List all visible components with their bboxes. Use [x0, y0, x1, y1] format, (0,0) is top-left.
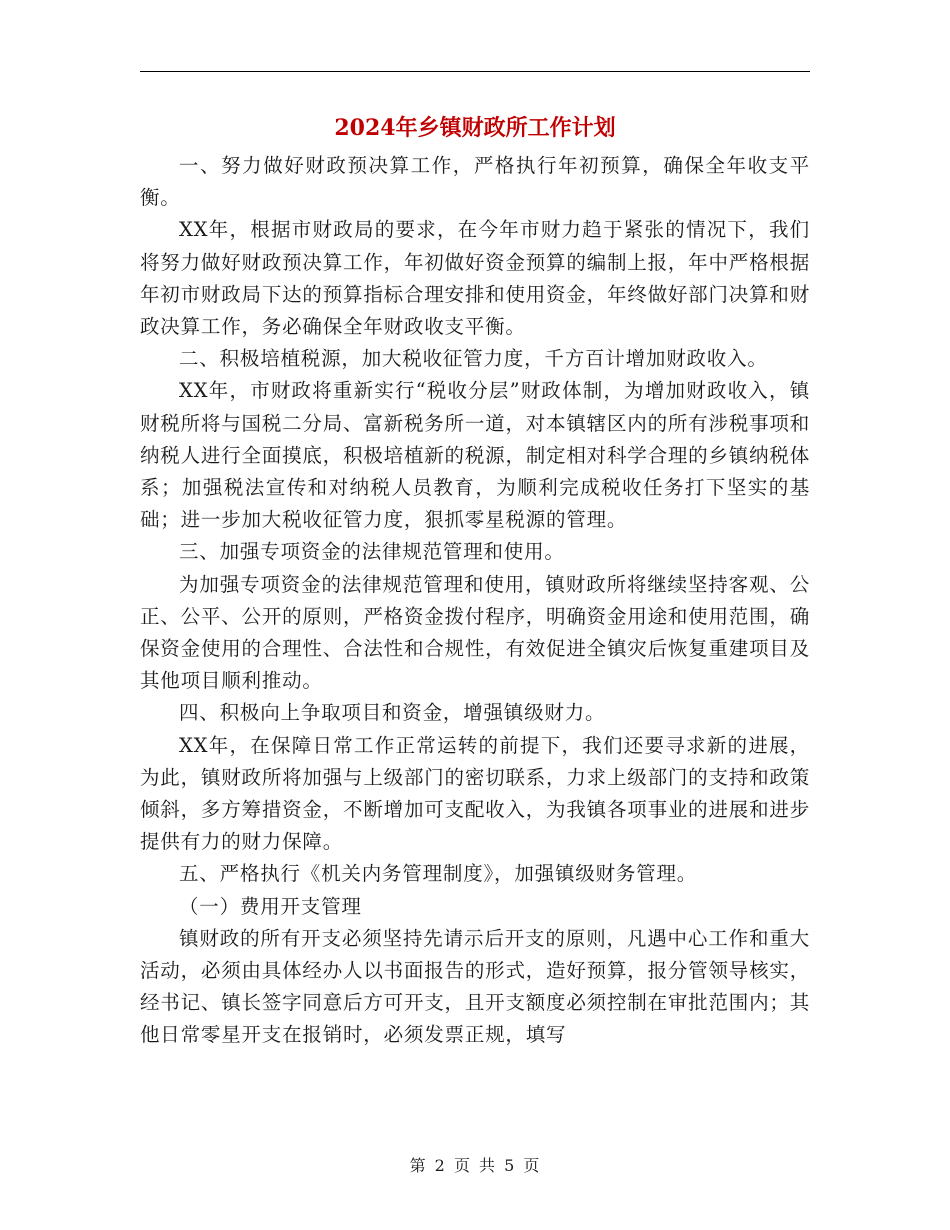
subsection-heading: （一）费用开支管理: [179, 894, 362, 918]
document-body: [140, 150, 810, 1052]
section-heading-2: 二、积极培植税源，加大税收征管力度，千方百计增加财政收入。: [179, 347, 768, 371]
body-paragraph: 镇财政的所有开支必须坚持先请示后开支的原则，凡遇中心工作和重大活动，必须由具体经办人以书面报告的形式，造好预算，报分管领导核实，经书记、镇长签字同意后方可开支，且开支额度必须控制在审批范围内；其他日常零星开支在报销时，必须发票正规，填写: [140, 926, 810, 1047]
section-heading-5: 五、严格执行《机关内务管理制度》，加强镇级财务管理。: [179, 862, 698, 886]
body-paragraph: 为加强专项资金的法律规范管理和使用，镇财政所将继续坚持客观、公正、公平、公开的原则，严格资金拨付程序，明确资金用途和使用范围，确保资金使用的合理性、合法性和合规性，有效促进全镇灾后恢复重建项目及其他项目顺利推动。: [140, 572, 810, 693]
body-paragraph: XX年，在保障日常工作正常运转的前提下，我们还要寻求新的进展，为此，镇财政所将加强与上级部门的密切联系，力求上级部门的支持和政策倾斜，多方筹措资金，不断增加可支配收入，为我镇各项事业的进展和进步提供有力的财力保障。: [140, 733, 810, 854]
section-heading-3: 三、加强专项资金的法律规范管理和使用。: [179, 540, 565, 564]
document-title: 2024年乡镇财政所工作计划: [334, 115, 616, 141]
body-paragraph: XX年，市财政将重新实行“税收分层”财政体制，为增加财政收入，镇财税所将与国税二分局、富新税务所一道，对本镇辖区内的所有涉税事项和纳税人进行全面摸底，积极培植新的税源，制定相对科学合理的乡镇纳税体系；加强税法宣传和对纳税人员教育，为顺利完成税收任务打下坚实的基础；进一步加大税收征管力度，狠抓零星税源的管理。: [140, 379, 810, 532]
page-number: 第 2 页 共 5 页: [409, 1156, 541, 1175]
body-paragraph: XX年，根据市财政局的要求，在今年市财力趋于紧张的情况下，我们将努力做好财政预决算工作，年初做好资金预算的编制上报，年中严格根据年初市财政局下达的预算指标合理安排和使用资金，年终做好部门决算和财政决算工作，务必确保全年财政收支平衡。: [140, 218, 810, 339]
header-rule: [140, 71, 810, 72]
section-heading-4: 四、积极向上争取项目和资金，增强镇级财力。: [179, 701, 606, 725]
section-heading-1: 一、努力做好财政预决算工作，严格执行年初预算，确保全年收支平衡。: [140, 154, 810, 210]
